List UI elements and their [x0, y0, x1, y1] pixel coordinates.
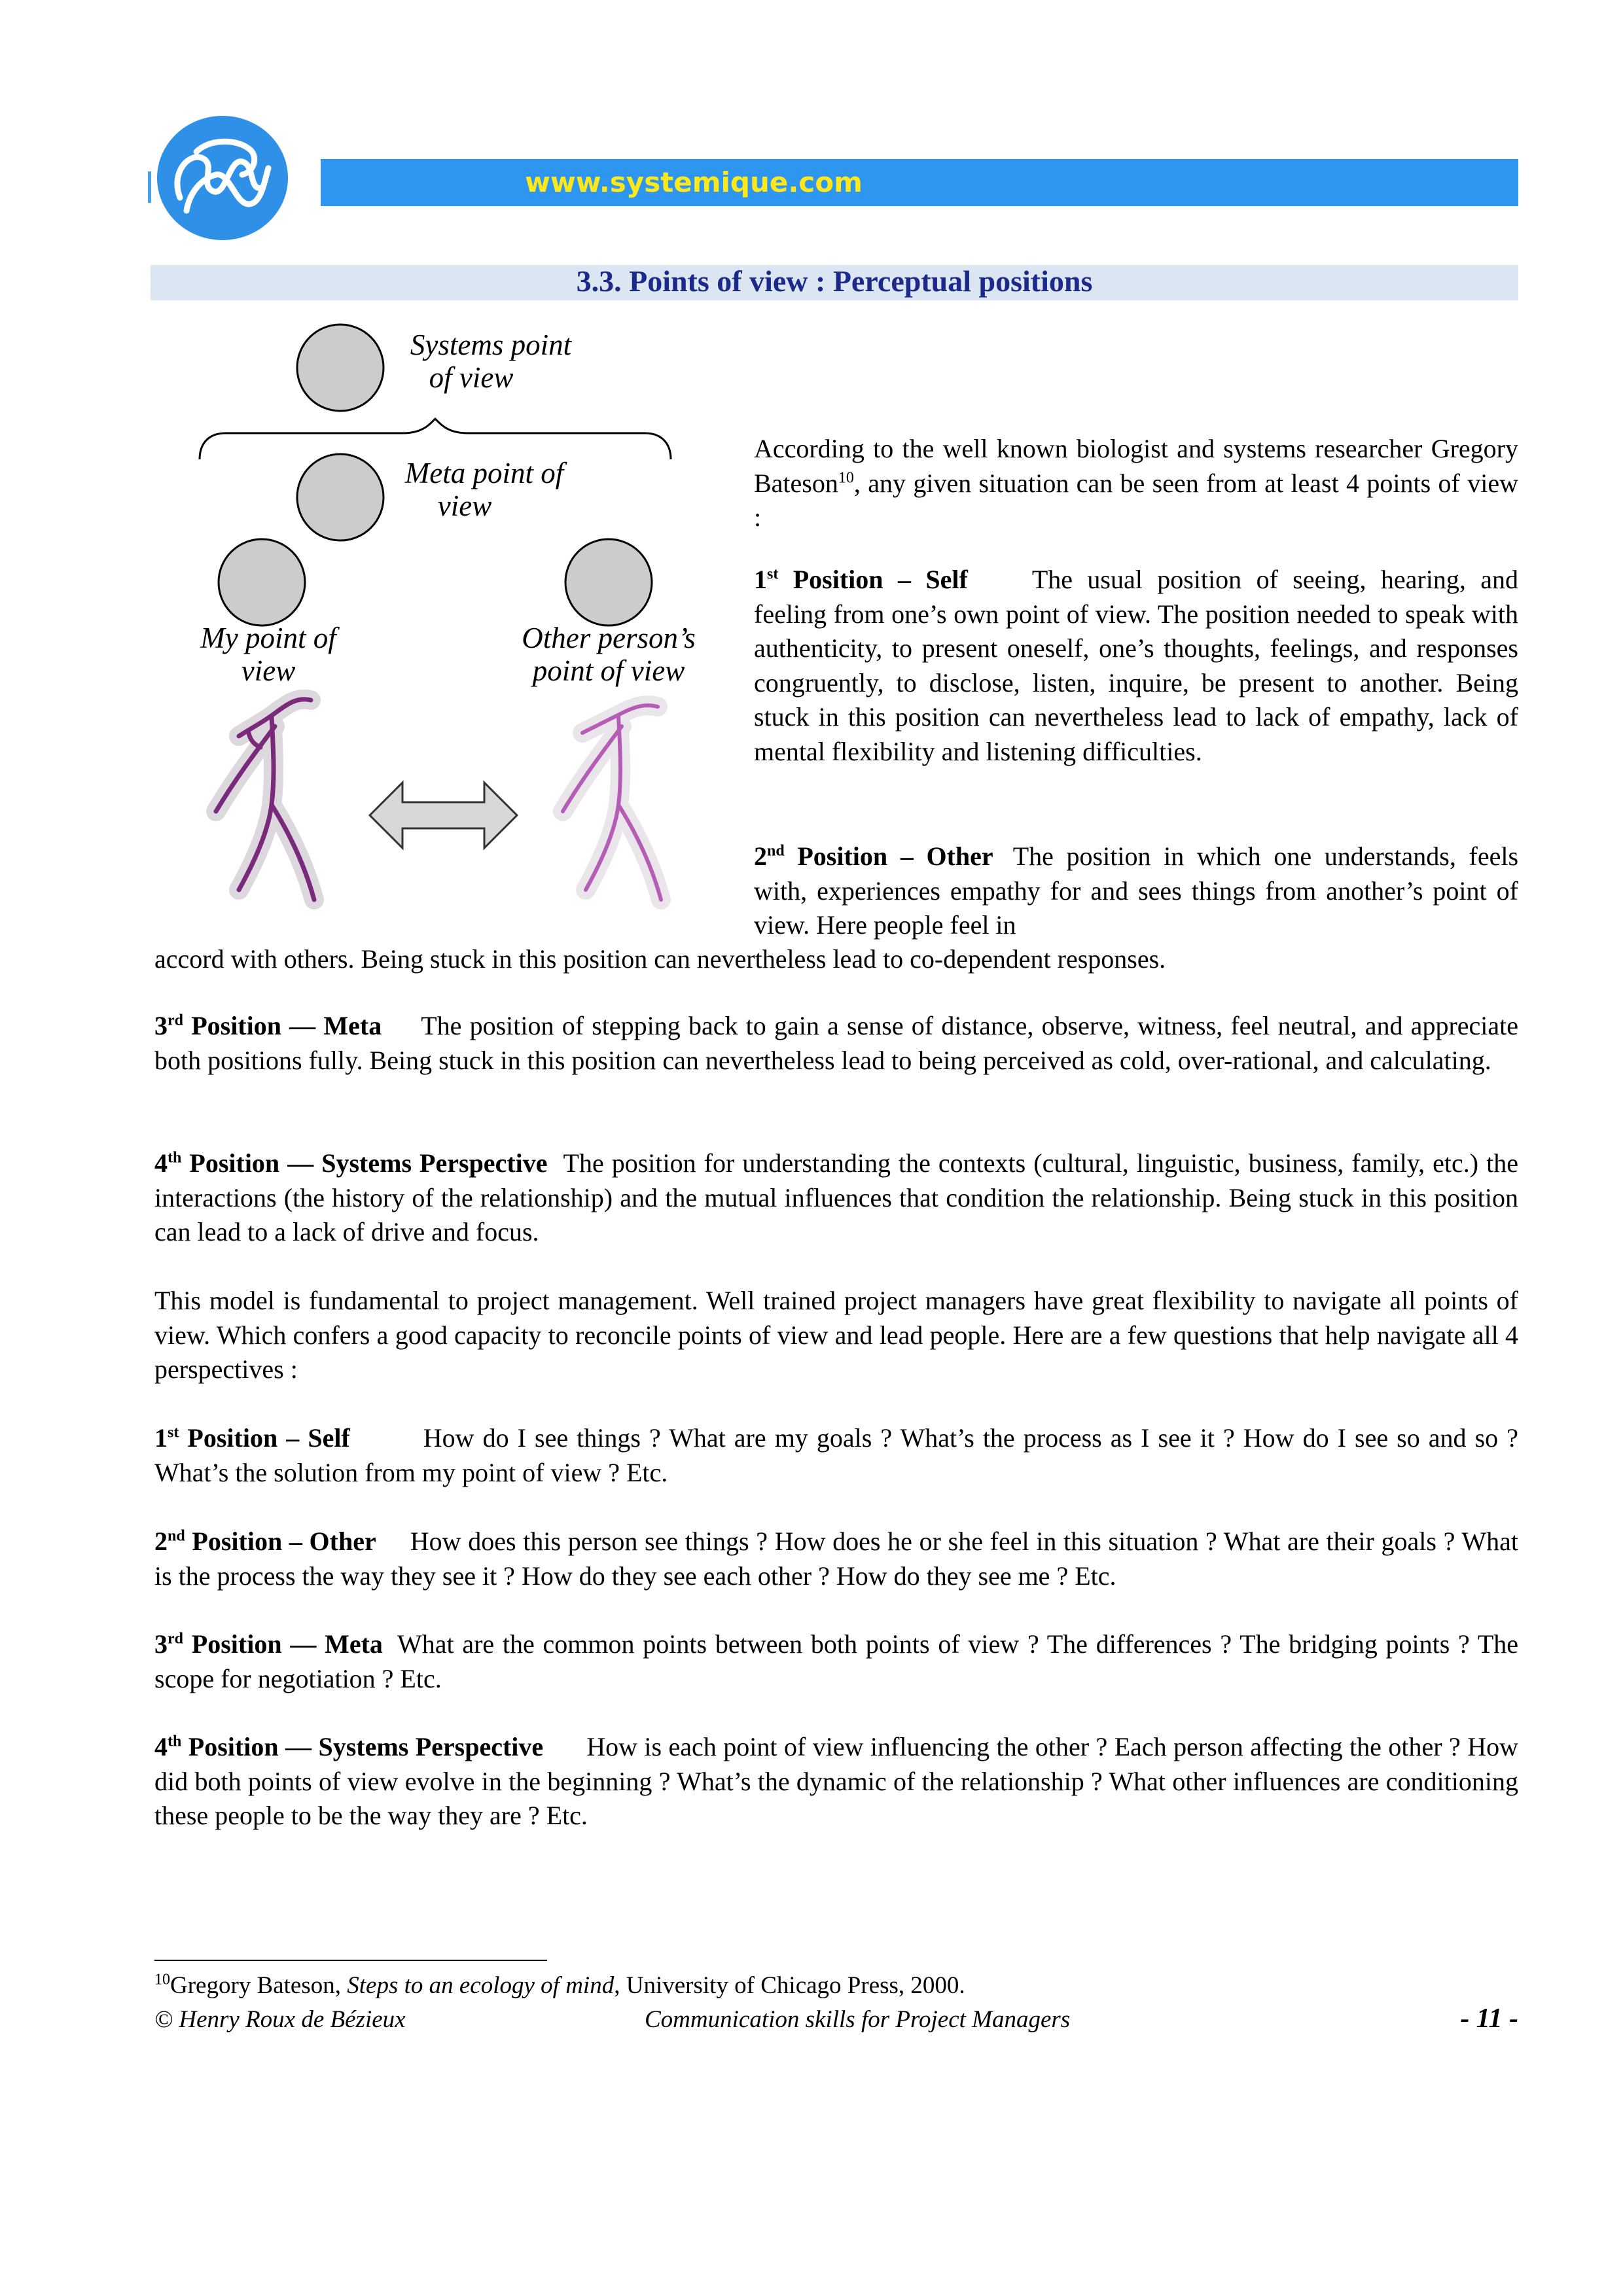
position-4-heading: 4th Position — Systems Perspective	[154, 1148, 548, 1178]
footnote-separator	[154, 1960, 547, 1961]
intro-text-b: , any given situation can be seen from at least 4 points of view :	[754, 468, 1518, 532]
double-arrow	[370, 783, 517, 848]
question-3-heading: 3rd Position — Meta	[154, 1629, 383, 1659]
position-4-text: The position for understanding the contexts (cultural, linguistic, business, family, etc.) the interactions (the history of the relationship) and the mutual influences that condition the relationship. Being stuck in this position can lead to a lack of drive and focus.	[154, 1148, 1519, 1246]
position-3-text: The position of stepping back to gain a sense of distance, observe, witness, feel neutral, and appreciate both positions fully. Being stuck in this position can nevertheless lead to being perceived as cold, over-rational, and calculating.	[154, 1011, 1519, 1075]
question-1-heading: 1st Position – Self	[154, 1423, 350, 1453]
position-2-heading: 2nd Position – Other	[754, 841, 993, 871]
position-2-text: The position in which one understands, feels with, experiences empathy for and sees things from another’s point of view. Here people feel in	[754, 841, 1519, 940]
brace	[200, 419, 671, 459]
question-block-2	[154, 1525, 1518, 1593]
position-3-heading: 3rd Position — Meta	[154, 1011, 382, 1040]
question-block-3	[154, 1627, 1518, 1696]
question-3-text: What are the common points between both points of view ? The differences ? The bridging points ? The scope for negotiation ? Etc.	[154, 1629, 1519, 1693]
question-4-text: How is each point of view influencing the other ? Each person affecting the other ? How did both points of view evolve in the beginning ? What’s the dynamic of the relationship ? What other influences are conditioning these people to be the way they are ? Etc.	[154, 1732, 1519, 1830]
systems-label-line2: of view	[429, 361, 514, 394]
position-3-paragraph	[154, 1009, 1518, 1078]
intro-text-a: According to the well known biologist and systems researcher Gregory Bateson	[754, 434, 1518, 498]
perceptual-positions-diagram	[177, 308, 740, 923]
model-paragraph: This model is fundamental to project management. Well trained project managers have great flexibility to navigate all points of view. Which confers a good capacity to reconcile points of view and lead people. Here are a few questions that help navigate all 4 perspectives :	[154, 1286, 1518, 1384]
systemique-logo	[151, 113, 294, 243]
my-point-label-line2: view	[241, 654, 296, 687]
systems-circle	[297, 325, 383, 411]
footer-document-title: Communication skills for Project Managers	[645, 2006, 1071, 2033]
my-point-circle	[219, 539, 305, 626]
section-title: 3.3. Points of view : Perceptual positions	[576, 264, 1093, 298]
question-2-text: How does this person see things ? How does he or she feel in this situation ? What are their goals ? What is the process the way they see it ? How do they see each other ? How do they see me ? Etc.	[154, 1527, 1518, 1591]
question-block-1	[154, 1421, 1518, 1490]
footnote: $^{10}$Gregory Bateson, Steps to an ecology of mind, University of Chicago Press, 2000.	[154, 1971, 965, 1999]
footnote-book-title: Steps to an ecology of mind	[347, 1972, 615, 1999]
meta-label-line2: view	[437, 489, 492, 522]
my-point-label-line1: My point of	[200, 622, 336, 654]
other-point-circle	[565, 539, 652, 626]
left-figure	[216, 699, 314, 900]
question-block-4	[154, 1730, 1518, 1833]
page-number: - 11 -	[1460, 2004, 1518, 2034]
position-2-continuation: accord with others. Being stuck in this position can nevertheless lead to co-dependent responses.	[154, 944, 1166, 974]
footnote-ref[interactable]: 10	[838, 469, 854, 487]
systems-label-line1: Systems point	[410, 328, 572, 361]
footer-copyright: © Henry Roux de Bézieux	[154, 2006, 406, 2033]
intro-paragraph	[754, 432, 1518, 535]
footnote-number: 10	[154, 1971, 170, 1988]
site-url[interactable]: www.systemique.com	[525, 166, 863, 198]
position-1-heading: 1st Position – Self	[754, 565, 968, 594]
position-1-text: The usual position of seeing, hearing, and feeling from one’s own point of view. The position needed to speak with authenticity, to present oneself, one’s thoughts, feelings, and responses congruently, to disclose, listen, inquire, be present to another. Being stuck in this position can nevertheless lead to lack of empathy, lack of mental flexibility and listening difficulties.	[754, 565, 1519, 766]
question-4-heading: 4th Position — Systems Perspective	[154, 1732, 544, 1761]
other-point-label-line2: point of view	[532, 654, 685, 687]
meta-label-line1: Meta point of	[404, 457, 564, 489]
meta-circle	[297, 454, 383, 540]
position-1-paragraph	[754, 563, 1518, 769]
position-2-paragraph	[754, 839, 1518, 943]
position-4-paragraph	[154, 1146, 1518, 1250]
other-point-label-line1: Other person’s	[522, 622, 696, 654]
diagram-graphics	[177, 308, 740, 923]
right-figure	[563, 705, 661, 900]
question-2-heading: 2nd Position – Other	[154, 1527, 376, 1556]
question-1-text: How do I see things ? What are my goals ? What’s the process as I see it ? How do I see so and so ? What’s the solution from my point of view ? Etc.	[154, 1423, 1519, 1487]
